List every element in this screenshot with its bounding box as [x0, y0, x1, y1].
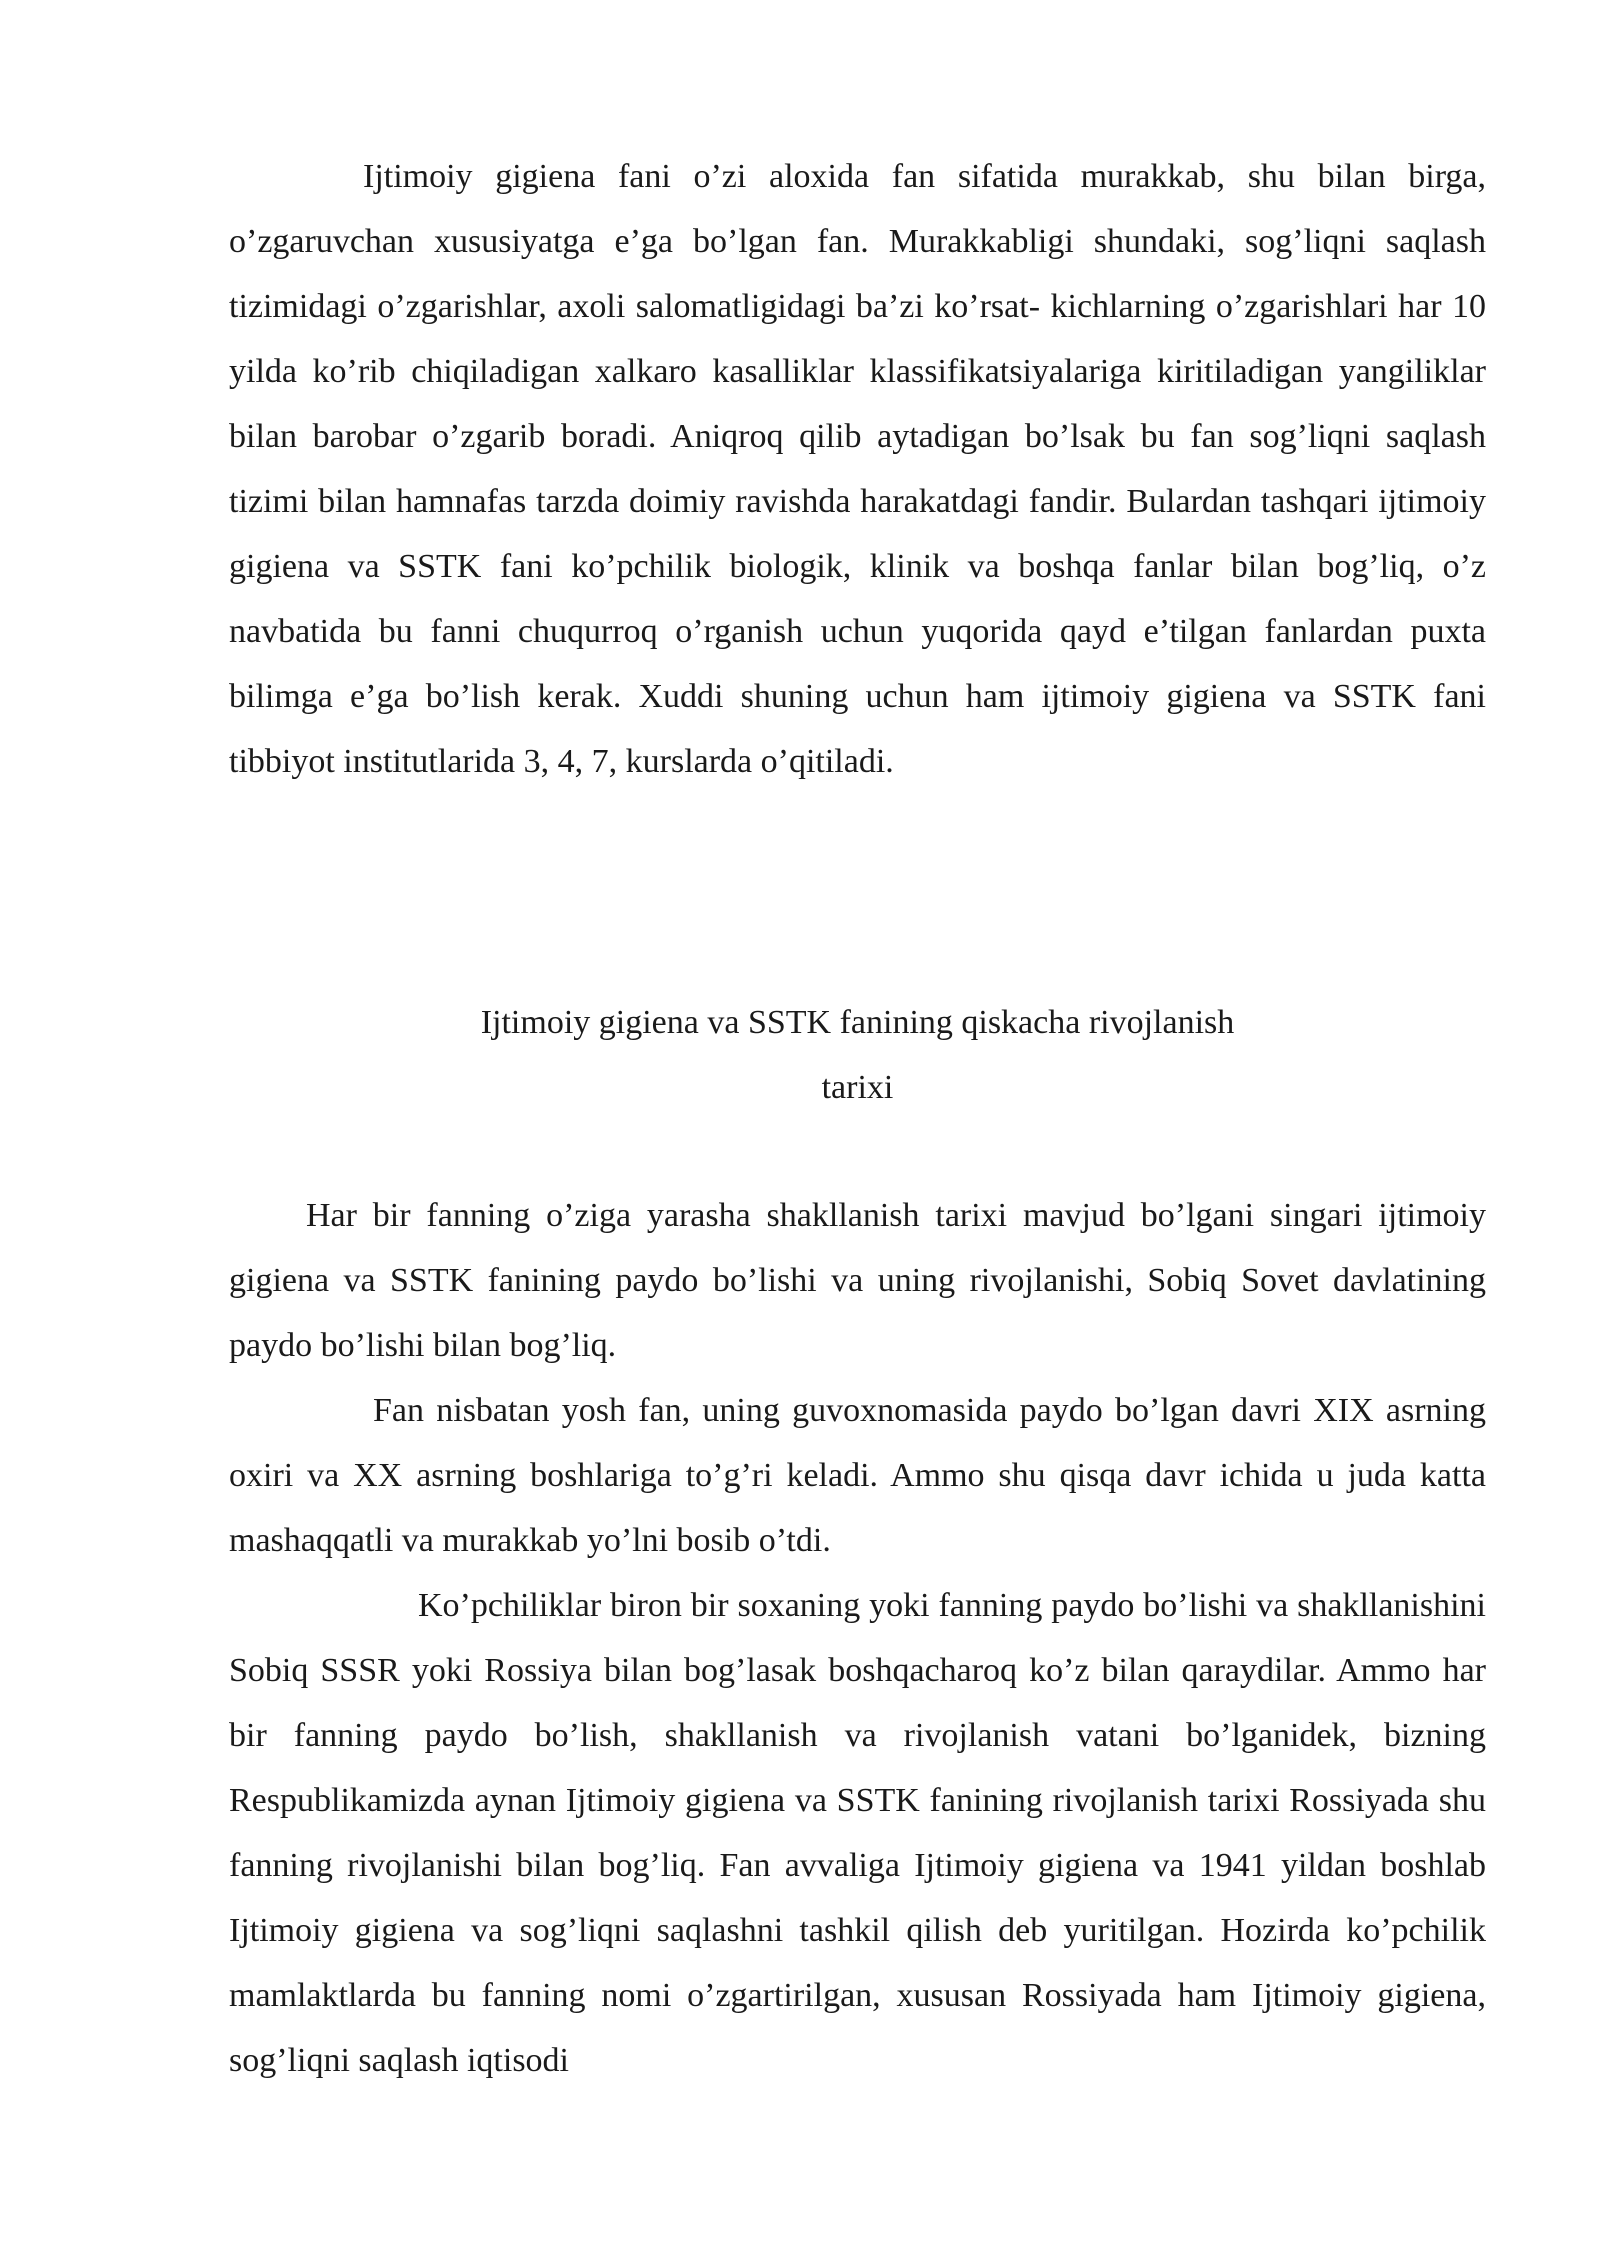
section-heading: [229, 990, 1486, 1120]
history-paragraph-1: Har bir fanning o’ziga yarasha shakllanish tarixi mavjud bo’lgani singari ijtimoiy gigiena va SSTK fanining paydo bo’lishi va uning rivojlanishi, Sobiq Sovet davlatining paydo bo’lishi bilan bog’liq.: [229, 1197, 1486, 1364]
intro-section: [229, 144, 1486, 794]
intro-paragraph: Ijtimoiy gigiena fani o’zi aloxida fan sifatida murakkab, shu bilan birga, o’zgaruvchan xususiyatga e’ga bo’lgan fan. Murakkabligi shundaki, sog’liqni saqlash tizimidagi o’zgarishlar, axoli salomatligidagi ba’zi ko’rsat- kichlarning o’zgarishlari har 10 yilda ko’rib chiqiladigan xalkaro kasalliklar klassifikatsiyalariga kiritiladigan yangiliklar bilan barobar o’zgarib boradi. Aniqroq qilib aytadigan bo’lsak bu fan sog’liqni saqlash tizimi bilan hamnafas tarzda doimiy ravishda harakatdagi fandir. Bulardan tashqari ijtimoiy gigiena va SSTK fani ko’pchilik biologik, klinik va boshqa fanlar bilan bog’liq, o’z navbatida bu fanni chuqurroq o’rganish uchun yuqorida qayd e’tilgan fanlardan puxta bilimga e’ga bo’lish kerak. Xuddi shuning uchun ham ijtimoiy gigiena va SSTK fani tibbiyot institutlarida 3, 4, 7, kurslarda o’qitiladi.: [229, 158, 1486, 780]
section-heading-line-1: Ijtimoiy gigiena va SSTK fanining qiskacha rivojlanish: [480, 1004, 1235, 1041]
section-heading-line-2: tarixi: [821, 1069, 894, 1106]
history-paragraph-3: Ko’pchiliklar biron bir soxaning yoki fanning paydo bo’lishi va shakllanishini Sobiq SSSR yoki Rossiya bilan bog’lasak boshqacharoq ko’z bilan qaraydilar. Ammo har bir fanning paydo bo’lish, shakllanish va rivojlanish vatani bo’lganidek, bizning Respublikamizda aynan Ijtimoiy gigiena va SSTK fanining rivojlanish tarixi Rossiyada shu fanning rivojlanishi bilan bog’liq. Fan avvaliga Ijtimoiy gigiena va 1941 yildan boshlab Ijtimoiy gigiena va sog’liqni saqlashni tashkil qilish deb yuritilgan. Hozirda ko’pchilik mamlaktlarda bu fanning nomi o’zgartirilgan, xususan Rossiyada ham Ijtimoiy gigiena, sog’liqni saqlash iqtisodi: [229, 1587, 1486, 2079]
history-paragraph-2: Fan nisbatan yosh fan, uning guvoxnomasida paydo bo’lgan davri XIX asrning oxiri va XX asrning boshlariga to’g’ri keladi. Ammo shu qisqa davr ichida u juda katta mashaqqatli va murakkab yo’lni bosib o’tdi.: [229, 1392, 1486, 1559]
history-section: [229, 1183, 1486, 2093]
